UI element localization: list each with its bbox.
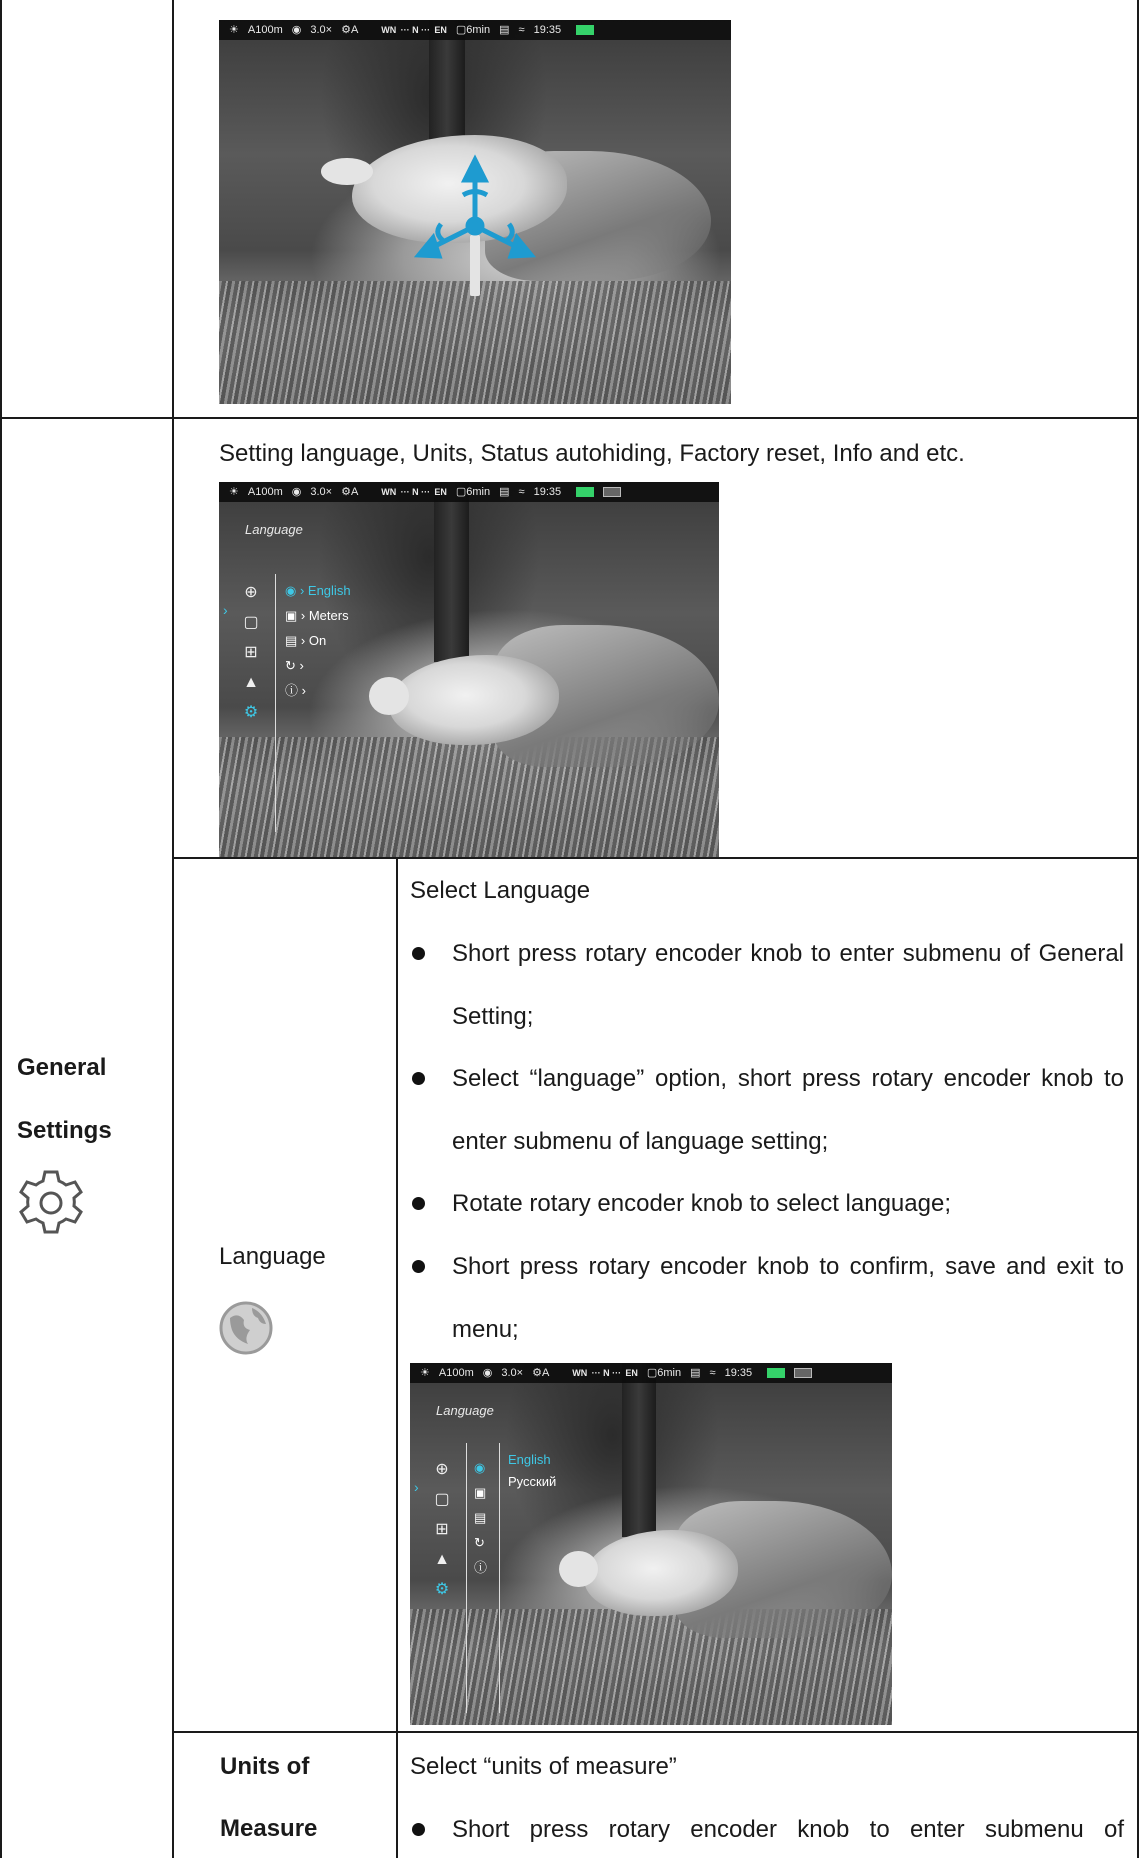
general-settings-title-1: General [17,1054,107,1081]
image-settings-icon[interactable]: ▢ [243,614,259,631]
compass-strip: WN ··· N ··· EN [381,487,447,497]
storage-icon: ▤ [499,24,510,36]
gear-auto-icon: ⚙A [532,1367,550,1379]
general-submenu-icons [474,1455,487,1580]
menu-title: Language [436,1403,494,1418]
menu-title: Language [245,522,303,537]
compass-icon[interactable]: ▲ [243,674,259,691]
units-step-1: Short press rotary encoder knob to enter submenu of [412,1798,1124,1861]
peacock-neck [369,677,409,715]
submenu-info[interactable]: ⓘ › [285,683,306,698]
zoom-value: 3.0× [310,486,333,498]
language-step-4: Short press rotary encoder knob to confirm, save and exit to menu; [412,1235,1124,1361]
language-step-3: Rotate rotary encoder knob to select language; [412,1172,1124,1235]
gear-settings-icon[interactable]: ⚙ [243,704,259,721]
bullet [412,1197,425,1210]
general-submenu [285,578,351,703]
submenu-reset[interactable]: ↻ › [285,658,304,673]
compass-strip: WN ··· N ··· EN [572,1368,638,1378]
storage-icon: ▤ [499,486,510,498]
bullet [412,947,425,960]
status-bar [410,1363,892,1383]
eye-icon: ◉ [482,1367,493,1379]
brightness-icon: ☀ [229,24,239,36]
menu-divider [275,574,276,832]
rotation-axes-icon [219,20,731,404]
record-icon: ▢6min [455,486,491,498]
general-settings-description: Setting language, Units, Status autohiding, Factory reset, Info and etc. [219,440,965,467]
thermal-screen-general-menu [219,482,719,857]
gear-settings-icon[interactable]: ⚙ [434,1581,450,1598]
add-icon[interactable]: ⊞ [244,644,258,661]
globe-submenu-icon[interactable]: ◉ [474,1460,486,1475]
clock-time: 19:35 [533,486,562,498]
bullet [412,1823,425,1836]
general-settings-title-2: Settings [17,1117,112,1144]
row-divider-units [172,1731,1139,1733]
selected-chevron-icon: › [223,602,228,618]
submenu-units[interactable]: ▣ › Meters [285,608,349,623]
language-step-1: Short press rotary encoder knob to enter submenu of General Setting; [412,922,1124,1048]
range-value: A100m [438,1367,474,1379]
brightness-icon: ☀ [420,1367,430,1379]
compass-strip: WN ··· N ··· EN [381,25,447,35]
battery-icon [576,487,594,497]
brightness-icon: ☀ [229,486,239,498]
row-divider-language [172,857,1139,859]
units-label-2: Measure [220,1815,318,1842]
battery-icon [767,1368,785,1378]
thermal-screen-language-menu [410,1363,892,1725]
bullet [412,1260,425,1273]
autohide-submenu-icon[interactable]: ▤ [474,1510,487,1525]
wifi-icon: ≈ [709,1367,716,1379]
thermal-screen-rotation [219,20,731,404]
main-menu-column [430,1455,454,1605]
language-options [508,1449,556,1493]
language-label: Language [219,1243,326,1270]
reset-submenu-icon[interactable]: ↻ [474,1535,485,1550]
column-divider-1 [172,0,174,1858]
wifi-icon: ≈ [518,24,525,36]
eye-icon: ◉ [291,486,302,498]
row-divider-top [0,417,1139,419]
bullet [412,1072,425,1085]
clock-time: 19:35 [724,1367,753,1379]
crosshair-icon[interactable]: ⊕ [435,1461,449,1478]
language-step-2: Select “language” option, short press rotary encoder knob to enter submenu of language setting; [412,1047,1124,1173]
crosshair-icon[interactable]: ⊕ [244,584,258,601]
compass-icon[interactable]: ▲ [434,1551,450,1568]
menu-divider [466,1443,467,1713]
eye-icon: ◉ [291,24,302,36]
battery-2-icon [603,487,621,497]
units-submenu-icon[interactable]: ▣ [474,1485,487,1500]
add-icon[interactable]: ⊞ [435,1521,449,1538]
column-divider-2 [396,857,398,1858]
gear-auto-icon: ⚙A [341,24,359,36]
submenu-divider [499,1443,500,1713]
submenu-language[interactable]: ◉ › English [285,583,351,598]
submenu-autohide[interactable]: ▤ › On [285,633,327,648]
record-icon: ▢6min [455,24,491,36]
tree-trunk [622,1363,656,1537]
language-intro: Select Language [410,877,591,904]
image-settings-icon[interactable]: ▢ [434,1491,450,1508]
units-label-1: Units of [220,1753,310,1780]
gear-icon [16,1168,86,1238]
tree-trunk [434,482,469,662]
main-menu-column [239,578,263,728]
selected-chevron-icon: › [414,1479,419,1495]
gear-auto-icon: ⚙A [341,486,359,498]
battery-2-icon [794,1368,812,1378]
zoom-value: 3.0× [310,24,333,36]
language-option-russian[interactable]: Русский [508,1474,557,1489]
range-value: A100m [247,486,283,498]
wifi-icon: ≈ [518,486,525,498]
record-icon: ▢6min [646,1367,682,1379]
table-border-right [1137,0,1139,1858]
globe-icon [218,1300,274,1356]
units-intro: Select “units of measure” [410,1753,677,1780]
zoom-value: 3.0× [501,1367,524,1379]
info-submenu-icon[interactable]: ⓘ [474,1560,488,1575]
clock-time: 19:35 [533,24,562,36]
storage-icon: ▤ [690,1367,701,1379]
status-bar [219,482,719,502]
table-border-left [0,0,2,1858]
range-value: A100m [247,24,283,36]
language-option-english[interactable]: English [508,1452,551,1467]
